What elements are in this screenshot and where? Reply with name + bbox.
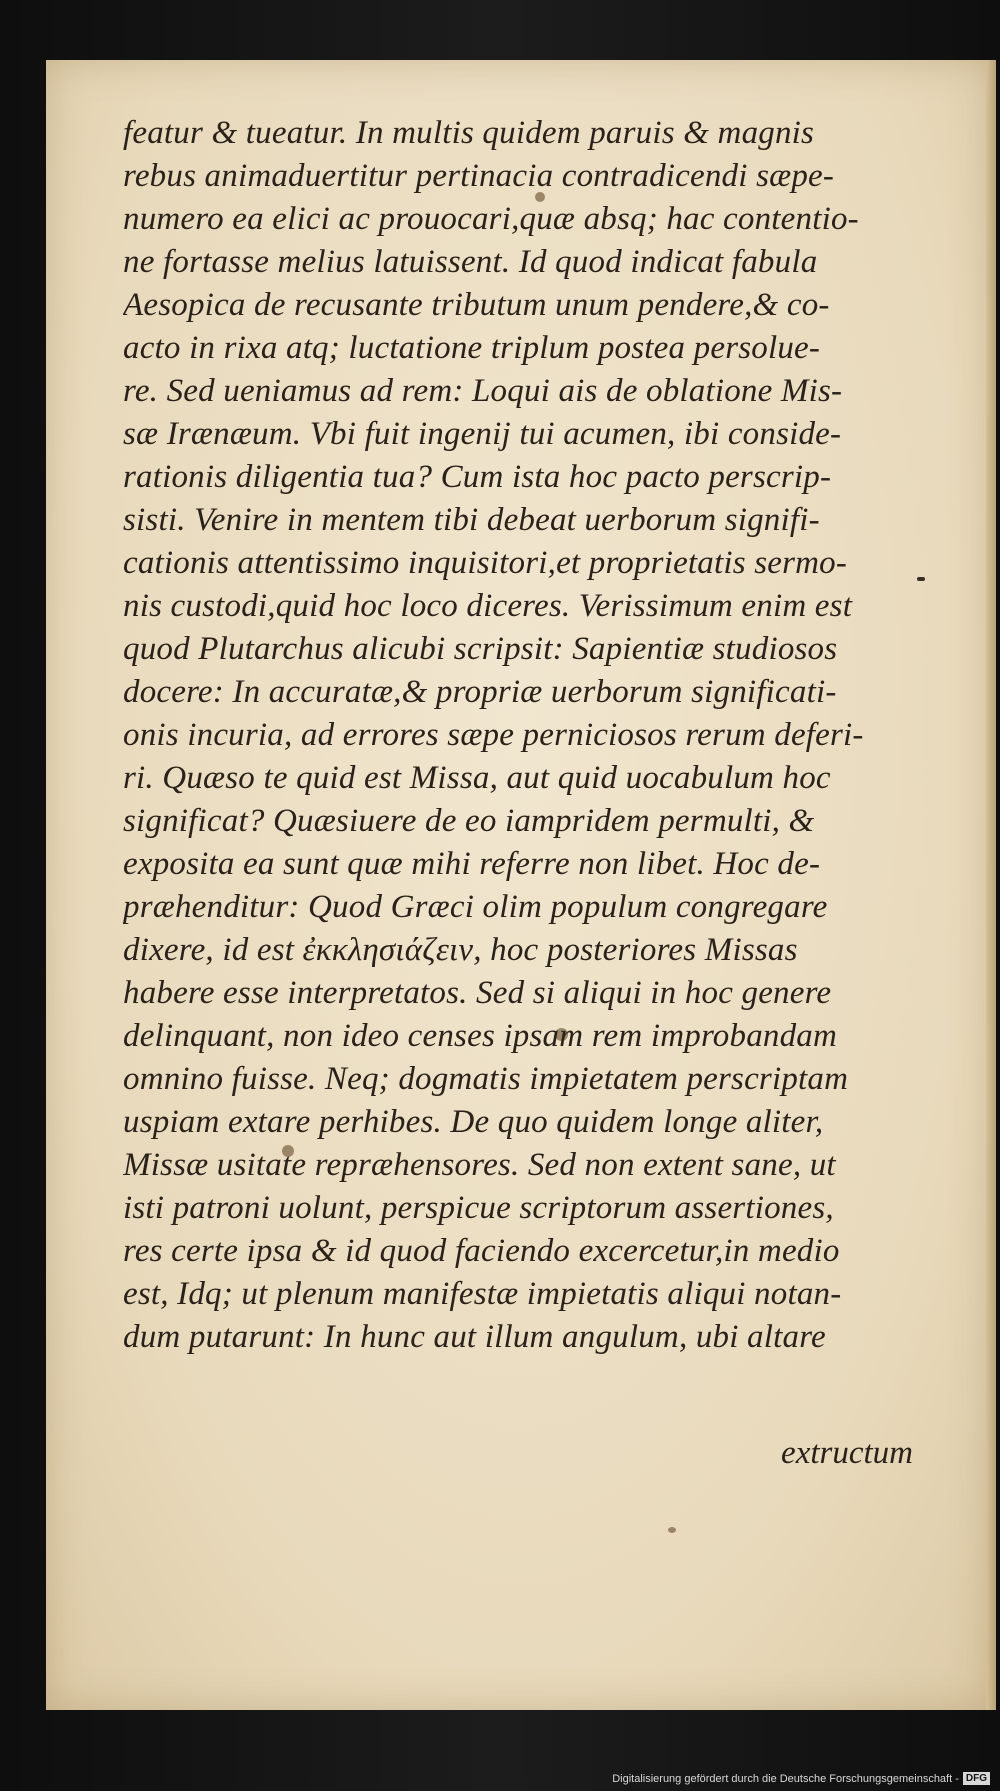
- digitization-credit: [612, 1772, 990, 1785]
- text-line: uspiam extare perhibes. De quo quidem longe aliter,: [123, 1104, 824, 1140]
- text-line: isti patroni uolunt, perspicue scriptorum assertiones,: [123, 1190, 834, 1226]
- text-line: Aesopica de recusante tributum unum pendere,& co-: [123, 287, 830, 323]
- text-line: Missæ usitate repræhensores. Sed non extent sane, ut: [123, 1147, 836, 1183]
- text-line: præhenditur: Quod Græci olim populum congregare: [123, 889, 828, 925]
- text-line: ne fortasse melius latuissent. Id quod indicat fabula: [123, 244, 818, 280]
- text-line: dum putarunt: In hunc aut illum angulum, ubi altare: [123, 1319, 826, 1355]
- main-text: [123, 112, 913, 1359]
- text-line: re. Sed ueniamus ad rem: Loqui ais de oblatione Mis-: [123, 373, 843, 409]
- text-line: sisti. Venire in mentem tibi debeat uerborum signifi-: [123, 502, 820, 538]
- text-line: rebus animaduertitur pertinacia contradicendi sæpe-: [123, 158, 835, 194]
- text-line: numero ea elici ac prouocari,quæ absq; hac contentio-: [123, 201, 859, 237]
- text-line: res certe ipsa & id quod faciendo excercetur,in medio: [123, 1233, 840, 1269]
- text-line: onis incuria, ad errores sæpe perniciosos rerum deferi-: [123, 717, 864, 753]
- text-line: ri. Quæso te quid est Missa, aut quid uocabulum hoc: [123, 760, 831, 796]
- dfg-logo: DFG: [963, 1772, 990, 1785]
- text-line: rationis diligentia tua? Cum ista hoc pacto perscrip-: [123, 459, 832, 495]
- text-line: docere: In accuratæ,& propriæ uerborum significati-: [123, 674, 837, 710]
- ink-spot: [668, 1527, 676, 1533]
- text-line: est, Idq; ut plenum manifestæ impietatis aliqui notan-: [123, 1276, 842, 1312]
- text-line: dixere, id est ἐκκλησιάζειν, hoc posteriores Missas: [123, 932, 798, 968]
- text-line: quod Plutarchus alicubi scripsit: Sapientiæ studiosos: [123, 631, 838, 667]
- text-line: sæ Irænæum. Vbi fuit ingenij tui acumen, ibi conside-: [123, 416, 842, 452]
- text-line: nis custodi,quid hoc loco diceres. Verissimum enim est: [123, 588, 853, 624]
- page-edge: [986, 60, 996, 1710]
- text-line: significat? Quæsiuere de eo iampridem permulti, &: [123, 803, 815, 839]
- text-line: habere esse interpretatos. Sed si aliqui in hoc genere: [123, 975, 832, 1011]
- catchword: extructum: [781, 1435, 913, 1471]
- credit-text: Digitalisierung gefördert durch die Deutsche Forschungsgemeinschaft -: [612, 1772, 959, 1785]
- text-line: omnino fuisse. Neq; dogmatis impietatem perscriptam: [123, 1061, 849, 1097]
- text-line: acto in rixa atq; luctatione triplum postea persolue-: [123, 330, 821, 366]
- text-line: exposita ea sunt quæ mihi referre non libet. Hoc de-: [123, 846, 821, 882]
- text-line: featur & tueatur. In multis quidem paruis & magnis: [123, 115, 815, 151]
- margin-mark: [917, 577, 925, 581]
- text-line: cationis attentissimo inquisitori,et proprietatis sermo-: [123, 545, 848, 581]
- text-line: delinquant, non ideo censes ipsam rem improbandam: [123, 1018, 838, 1054]
